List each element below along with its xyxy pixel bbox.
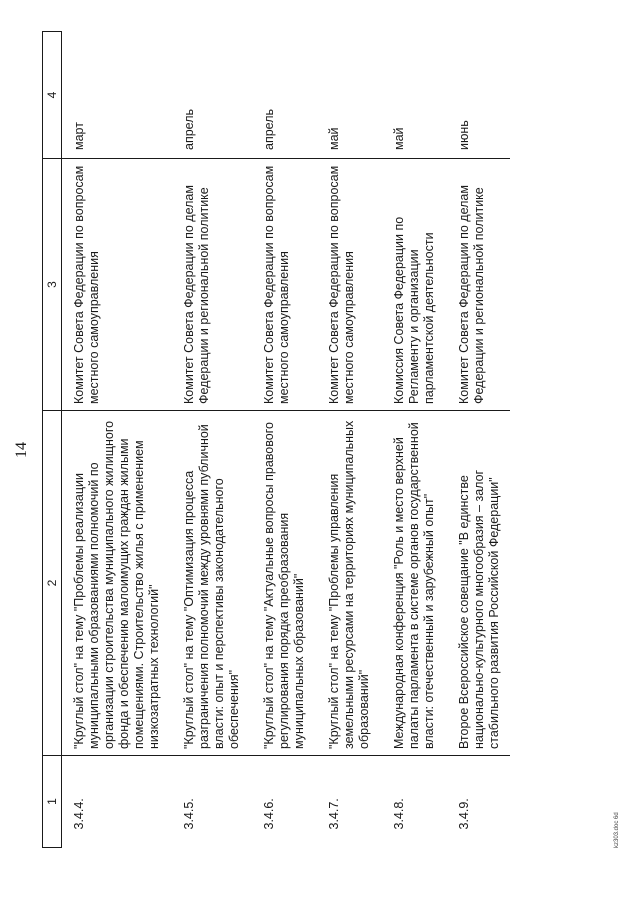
page-number: 14: [13, 442, 30, 458]
table-row: [315, 32, 380, 848]
event-period: май: [380, 32, 445, 159]
event-period: март: [62, 32, 171, 159]
item-number: 3.4.5.: [182, 798, 196, 830]
event-title: "Круглый стол" на тему "Оптимизация процесса разграничения полномочий между уровнями публичной власти: опыт и перспективы законодательного обеспечения": [170, 411, 250, 756]
event-title: "Круглый стол" на тему "Актуальные вопросы правового регулирования порядка преобразования муниципальных образований": [250, 411, 315, 756]
table-header-row: [43, 32, 62, 848]
column-header-3: 3: [43, 159, 62, 411]
item-number: 3.4.8.: [392, 798, 406, 830]
table-row: [380, 32, 445, 848]
item-number: 3.4.6.: [262, 798, 276, 830]
event-period: апрель: [250, 32, 315, 159]
event-title: "Круглый стол" на тему "Проблемы реализации муниципальными образованиями полномочий по организации строительства муниципального жилищного фонда и обеспечению малоимущих граждан жилыми помещениями. Строительство жилья с применением низкозатратных технологий": [62, 411, 171, 756]
responsible-body: Комитет Совета Федерации по делам Федерации и региональной политике: [445, 159, 510, 411]
table-row: [170, 32, 250, 848]
item-number: 3.4.4.: [72, 798, 86, 830]
table-row: [250, 32, 315, 848]
responsible-body: Комитет Совета Федерации по делам Федерации и региональной политике: [170, 159, 250, 411]
column-header-1: 1: [43, 756, 62, 848]
responsible-body: Комитет Совета Федерации по вопросам местного самоуправления: [62, 159, 171, 411]
event-period: июнь: [445, 32, 510, 159]
item-number: 3.4.9.: [457, 798, 471, 830]
event-title: Второе Всероссийское совещание "В единстве национально-культурного многообразия – залог стабильного развития Российской Федерации": [445, 411, 510, 756]
responsible-body: Комитет Совета Федерации по вопросам местного самоуправления: [315, 159, 380, 411]
events-table: [42, 31, 510, 848]
responsible-body: Комиссия Совета Федерации по Регламенту и организации парламентской деятельности: [380, 159, 445, 411]
event-title: "Круглый стол" на тему "Проблемы управления земельными ресурсами на территориях муниципальных образований": [315, 411, 380, 756]
footer-file-code: kz303.doc 6d: [614, 812, 620, 848]
column-header-2: 2: [43, 411, 62, 756]
table-row: [445, 32, 510, 848]
event-period: май: [315, 32, 380, 159]
event-period: апрель: [170, 32, 250, 159]
item-number: 3.4.7.: [327, 798, 341, 830]
table-row: [62, 32, 171, 848]
responsible-body: Комитет Совета Федерации по вопросам местного самоуправления: [250, 159, 315, 411]
event-title: Международная конференция "Роль и место верхней палаты парламента в системе органов государственной власти: отечественный и зарубежный опыт": [380, 411, 445, 756]
column-header-4: 4: [43, 32, 62, 159]
